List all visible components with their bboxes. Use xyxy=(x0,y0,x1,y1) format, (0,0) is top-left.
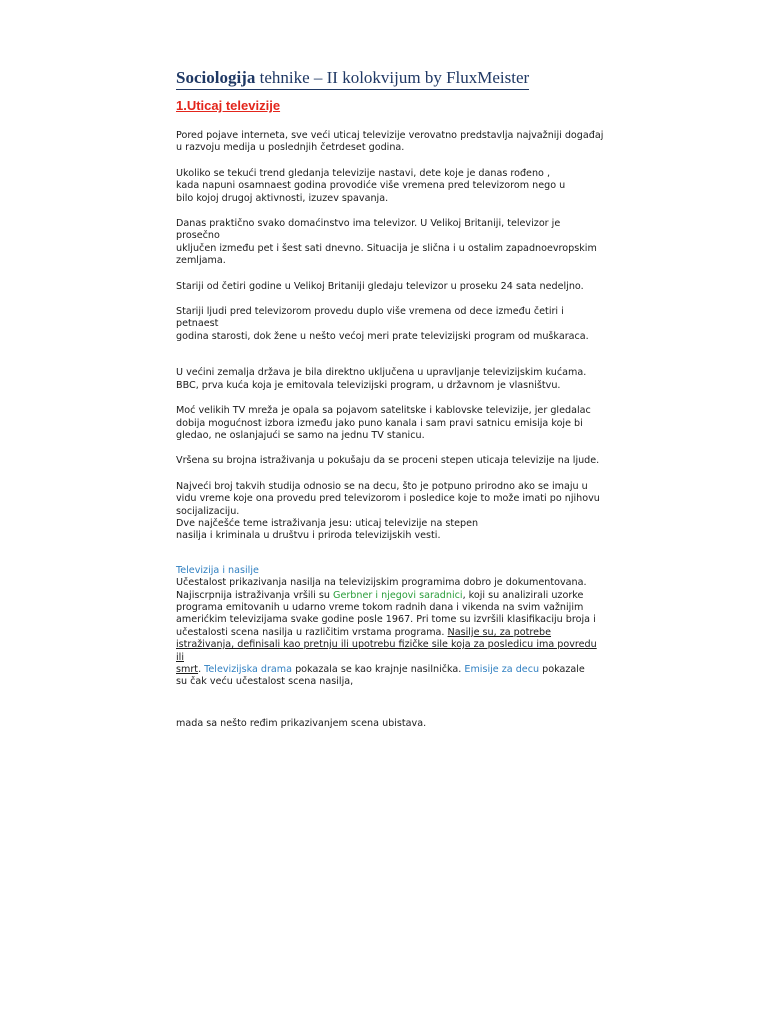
title-bold: Sociologija xyxy=(176,68,256,87)
paragraph-1: Pored pojave interneta, sve veći uticaj televizije verovatno predstavlja najvažniji događaj u razvoju medija u poslednjih četrdeset godina. xyxy=(176,130,604,154)
violence-paragraph xyxy=(176,577,606,689)
title-rest: tehnike – II kolokvijum by FluxMeister xyxy=(255,68,530,87)
violence-part-d: pokazala se kao krajnje nasilnička. xyxy=(292,664,465,675)
gerbner-link[interactable]: Gerbner i njegovi saradnici xyxy=(333,589,463,601)
document-title xyxy=(176,68,529,90)
paragraph-3: Danas praktično svako domaćinstvo ima televizor. U Velikoj Britaniji, televizor je prosečno uključen između pet i šest sati dnevno. Situacija je slična i u ostalim zapadnoevropskim zemljama. xyxy=(176,218,597,267)
paragraph-2: Ukoliko se tekući trend gledanja televizije nastavi, dete koje je danas rođeno , kada napuni osamnaest godina provodiće više vremena pred televizorom nego u bilo kojoj drugoj aktivnosti, izuzev spavanja. xyxy=(176,167,566,204)
televizijska-drama-link[interactable]: Televizijska drama xyxy=(204,664,293,675)
violence-part-a: Najiscrpnija istraživanja vršili su xyxy=(176,589,334,601)
violence-part-e: pokazale su čak veću učestalost scena nasilja, xyxy=(176,664,585,688)
subheading-televizija-nasilje: Televizija i nasilje xyxy=(176,564,259,576)
paragraph-7: Moć velikih TV mreža je opala sa pojavom satelitske i kablovske televizije, jer gledalac dobija mogućnost izbora između jako puno kanala i sam pravi satnicu emisija koje bi gledao, ne oslanjajući se samo na jednu TV stanicu. xyxy=(176,405,591,441)
violence-part-c: . xyxy=(198,664,205,675)
violence-part-b: , koji su analizirali uzorke programa emitovanih u udarno vreme tokom radnih dana i vikenda na svim važnijim amerićkim televizijama svake godine posle 1967. Pri tome su izvršili klasifikaciju broja i učestalosti scena nasilja u različitim vrstama programa. xyxy=(176,589,596,638)
emisije-za-decu-link[interactable]: Emisije za decu xyxy=(464,664,540,675)
last-paragraph: mada sa nešto ređim prikazivanjem scena ubistava. xyxy=(176,717,427,729)
paragraph-8: Vršena su brojna istraživanja u pokušaju da se proceni stepen uticaja televizije na ljude. xyxy=(176,455,600,467)
violence-line-1: Učestalost prikazivanja nasilja na televizijskim programima dobro je dokumentovana. xyxy=(176,577,587,589)
violence-definition-underlined: Nasilje su, za potrebe istraživanja, definisali kao pretnju ili upotrebu fizičke sile koja za posledicu ima povredu ili smrt xyxy=(176,626,597,675)
paragraph-5: Stariji ljudi pred televizorom provedu duplo više vremena od dece između četiri i petnaest godina starosti, dok žene u nešto većoj meri prate televizijski program od muškaraca. xyxy=(176,306,589,342)
paragraph-4: Stariji od četiri godine u Velikoj Britaniji gledaju televizor u proseku 24 sata nedeljno. xyxy=(176,280,584,292)
document-page xyxy=(176,68,606,730)
section-heading: 1.Uticaj televizije xyxy=(176,98,281,113)
paragraph-9: Najveći broj takvih studija odnosio se na decu, što je potpuno prirodno ako se imaju u vidu vreme koje ona provedu pred televizorom i posledice koje to može imati po njihovu socijalizaciju. Dve najčešće teme istraživanja jesu: uticaj televizije na stepen nasilja i kriminala u društvu i priroda televizijskih vesti. xyxy=(176,480,600,542)
paragraph-6: U većini zemalja država je bila direktno uključena u upravljanje televizijskim kućama. BBC, prva kuća koja je emitovala televizijski program, u državnom je vlasništvu. xyxy=(176,367,587,391)
